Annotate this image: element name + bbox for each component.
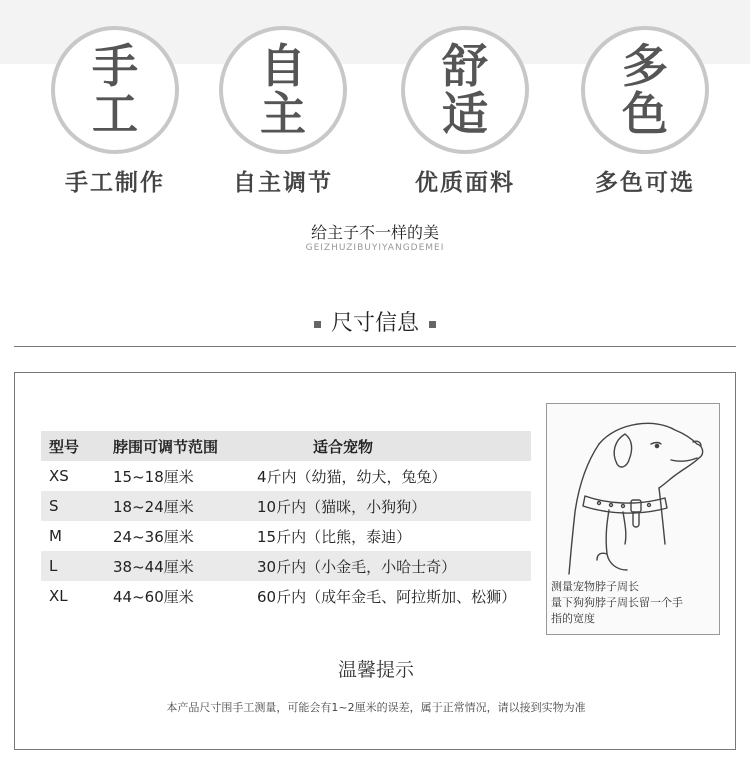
cell-suitable-pet: 30斤内（小金毛，小哈士奇） bbox=[257, 557, 457, 576]
cell-size: XS bbox=[49, 467, 69, 485]
feature-label: 自主调节 bbox=[233, 170, 333, 196]
cell-size: L bbox=[49, 557, 58, 575]
table-row bbox=[41, 551, 531, 581]
divider bbox=[14, 346, 736, 347]
feature-label: 优质面料 bbox=[415, 170, 515, 196]
circle-char: 色 bbox=[622, 87, 668, 141]
cell-neck-range: 18~24厘米 bbox=[113, 497, 194, 516]
table-row bbox=[41, 581, 531, 611]
feature-circle bbox=[401, 26, 529, 154]
cell-neck-range: 44~60厘米 bbox=[113, 587, 194, 606]
square-bullet-icon bbox=[429, 321, 436, 328]
table-row bbox=[41, 461, 531, 491]
cell-neck-range: 15~18厘米 bbox=[113, 467, 194, 486]
table-row bbox=[41, 491, 531, 521]
table-row bbox=[41, 521, 531, 551]
feature-colors bbox=[570, 26, 720, 197]
square-bullet-icon bbox=[314, 321, 321, 328]
dog-measure-illustration bbox=[546, 403, 720, 635]
cell-suitable-pet: 60斤内（成年金毛、阿拉斯加、松狮） bbox=[257, 587, 517, 606]
circle-char: 工 bbox=[92, 87, 138, 141]
dog-caption-line: 测量宠物脖子周长 bbox=[551, 580, 639, 593]
dog-caption bbox=[551, 579, 717, 627]
section-title bbox=[0, 306, 750, 337]
slogan: 给主子不一样的美 bbox=[310, 223, 439, 242]
circle-char: 手 bbox=[92, 39, 138, 93]
circle-char: 多 bbox=[622, 39, 668, 93]
cell-suitable-pet: 15斤内（比熊，泰迪） bbox=[257, 527, 412, 546]
dog-collar-icon bbox=[547, 404, 719, 576]
feature-handmade bbox=[40, 26, 190, 197]
header-neck-range: 脖围可调节范围 bbox=[113, 437, 219, 456]
header-suitable-pet: 适合宠物 bbox=[313, 437, 374, 456]
circle-char: 主 bbox=[260, 87, 306, 141]
circle-char: 舒 bbox=[442, 39, 488, 93]
dog-caption-line: 指的宽度 bbox=[551, 612, 595, 625]
cell-suitable-pet: 10斤内（猫咪，小狗狗） bbox=[257, 497, 427, 516]
table-header-row bbox=[41, 431, 531, 461]
feature-adjustable bbox=[208, 26, 358, 197]
dog-caption-line: 量下狗狗脖子周长留一个手 bbox=[551, 596, 683, 609]
header-size: 型号 bbox=[49, 437, 80, 456]
feature-label: 手工制作 bbox=[65, 170, 165, 196]
feature-circle bbox=[51, 26, 179, 154]
cell-size: M bbox=[49, 527, 62, 545]
tips-text: 本产品尺寸围手工测量，可能会有1~2厘米的误差，属于正常情况，请以接到实物为准 bbox=[166, 701, 586, 714]
feature-label: 多色可选 bbox=[595, 170, 695, 196]
cell-size: XL bbox=[49, 587, 68, 605]
cell-neck-range: 24~36厘米 bbox=[113, 527, 194, 546]
feature-circle bbox=[581, 26, 709, 154]
size-table bbox=[41, 431, 531, 611]
feature-comfort bbox=[390, 26, 540, 197]
slogan-pinyin: GEIZHUZIBUYIYANGDEMEI bbox=[305, 243, 445, 253]
cell-suitable-pet: 4斤内（幼猫，幼犬，兔兔） bbox=[257, 467, 447, 486]
size-info-card bbox=[14, 372, 736, 750]
section-title-text: 尺寸信息 bbox=[330, 311, 419, 336]
tips-title: 温馨提示 bbox=[337, 659, 414, 681]
cell-neck-range: 38~44厘米 bbox=[113, 557, 194, 576]
cell-size: S bbox=[49, 497, 59, 515]
feature-circle bbox=[219, 26, 347, 154]
circle-char: 自 bbox=[260, 39, 306, 93]
circle-char: 适 bbox=[442, 87, 488, 141]
